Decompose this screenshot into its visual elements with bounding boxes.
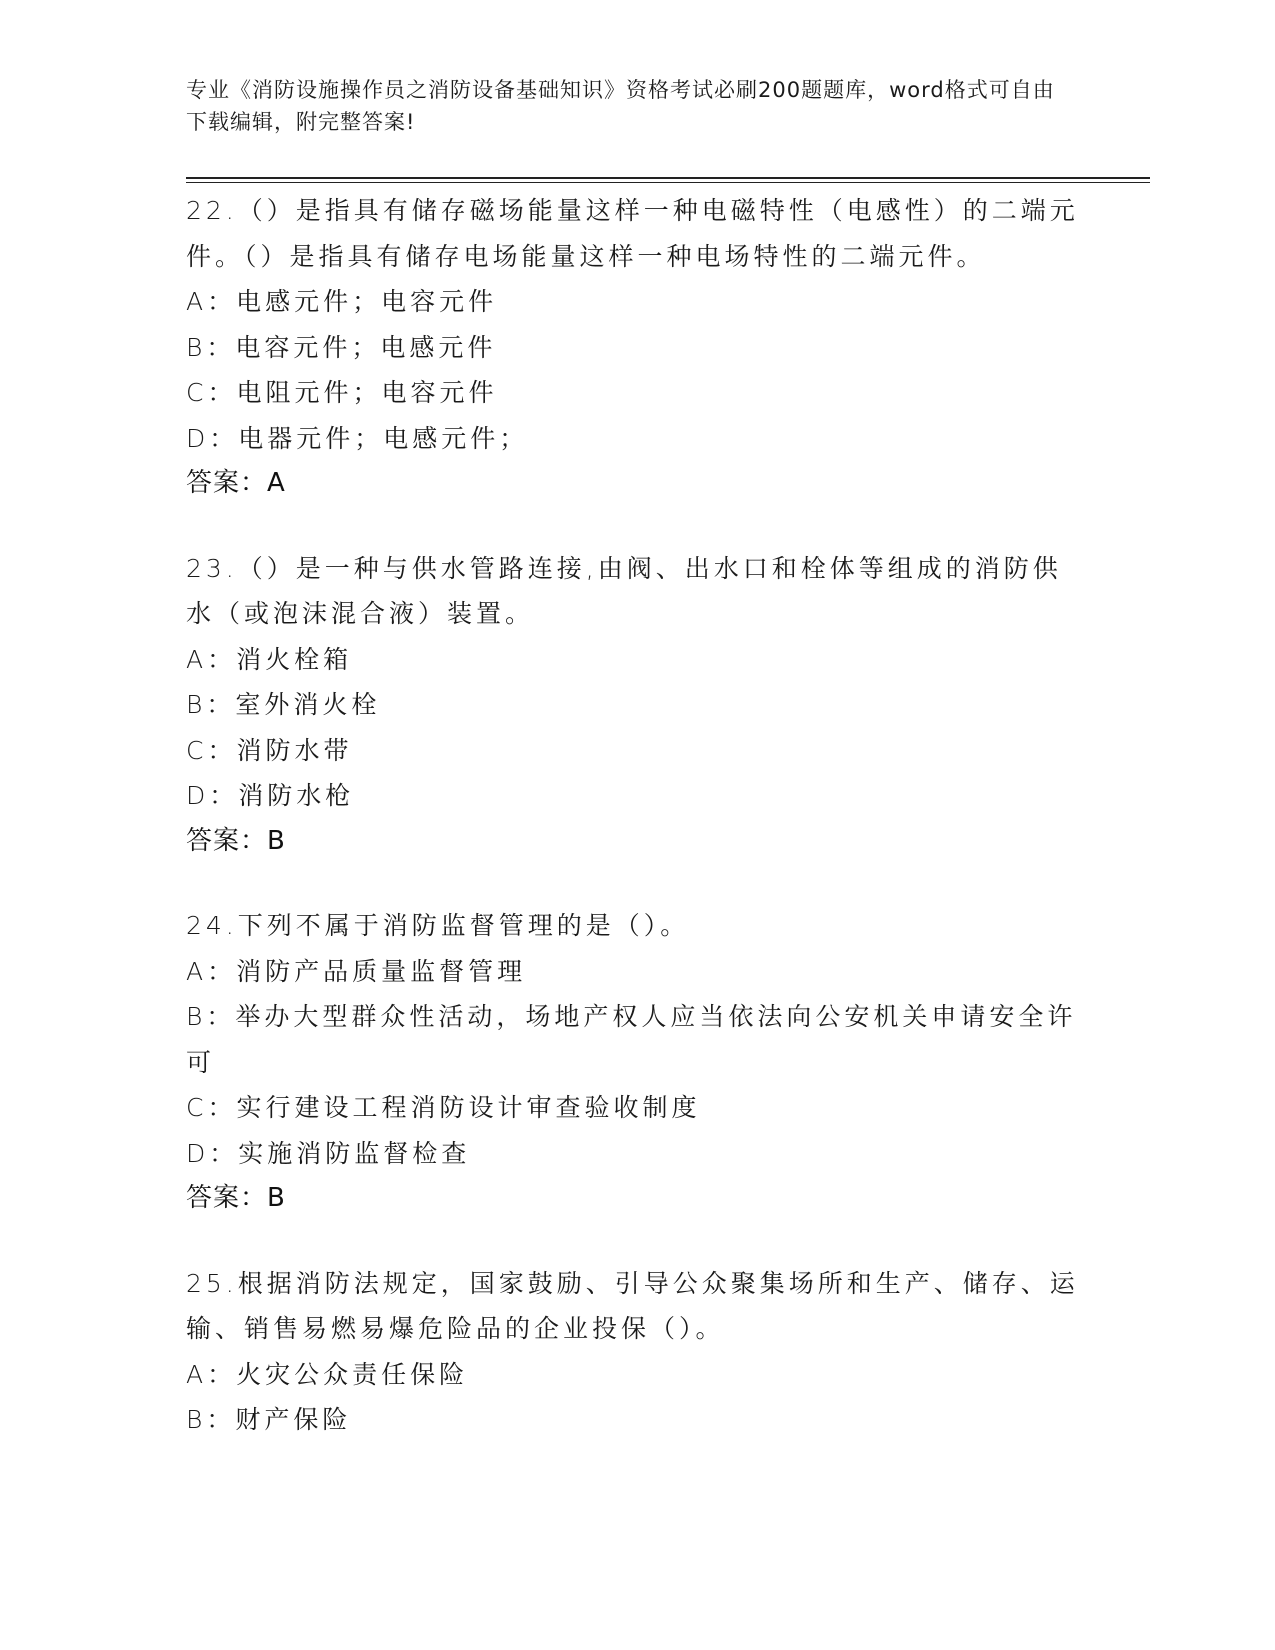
header-divider-thick bbox=[186, 177, 1150, 179]
option-d: D：消防水枪 bbox=[186, 781, 355, 810]
answer: 答案：B bbox=[186, 1183, 286, 1213]
option-b: B：室外消火栓 bbox=[186, 690, 381, 719]
option-c: C：电阻元件；电容元件 bbox=[186, 378, 498, 407]
question-22 bbox=[186, 188, 1086, 507]
option-c: C：消防水带 bbox=[186, 735, 353, 765]
option-a: A：电感元件；电容元件 bbox=[186, 287, 498, 316]
option-a: A：消防产品质量监督管理 bbox=[186, 956, 527, 986]
question-25 bbox=[186, 1261, 1086, 1443]
option-a: A：消火栓箱 bbox=[186, 644, 353, 674]
option-b: B：财产保险 bbox=[186, 1405, 352, 1434]
question-text: 22.（）是指具有储存磁场能量这样一种电磁特性（电感性）的二端元件。（）是指具有储存电场能量这样一种电场特性的二端元件。 bbox=[186, 196, 1079, 271]
question-list bbox=[186, 188, 1086, 1482]
option-d: D：电器元件；电感元件； bbox=[186, 423, 529, 453]
option-d: D：实施消防监督检查 bbox=[186, 1138, 471, 1168]
question-23 bbox=[186, 546, 1086, 865]
answer: 答案：B bbox=[186, 825, 286, 856]
option-a: A：火灾公众责任保险 bbox=[186, 1359, 469, 1389]
answer: 答案：A bbox=[186, 468, 286, 498]
question-text: 24.下列不属于消防监督管理的是（）。 bbox=[186, 911, 690, 940]
question-24 bbox=[186, 903, 1086, 1222]
option-b: B：电容元件；电感元件 bbox=[186, 332, 497, 362]
question-text: 23.（）是一种与供水管路连接,由阀、出水口和栓体等组成的消防供水（或泡沫混合液）装置。 bbox=[186, 553, 1062, 628]
question-text: 25.根据消防法规定，国家鼓励、引导公众聚集场所和生产、储存、运输、销售易燃易爆危险品的企业投保（）。 bbox=[186, 1268, 1079, 1343]
header-divider-thin bbox=[186, 182, 1150, 183]
option-b: B：举办大型群众性活动，场地产权人应当依法向公安机关申请安全许可 bbox=[186, 1002, 1077, 1077]
option-c: C：实行建设工程消防设计审查验收制度 bbox=[186, 1093, 701, 1122]
document-header: 专业《消防设施操作员之消防设备基础知识》资格考试必刷200题题库，word格式可自由下载编辑，附完整答案! bbox=[186, 78, 1055, 134]
